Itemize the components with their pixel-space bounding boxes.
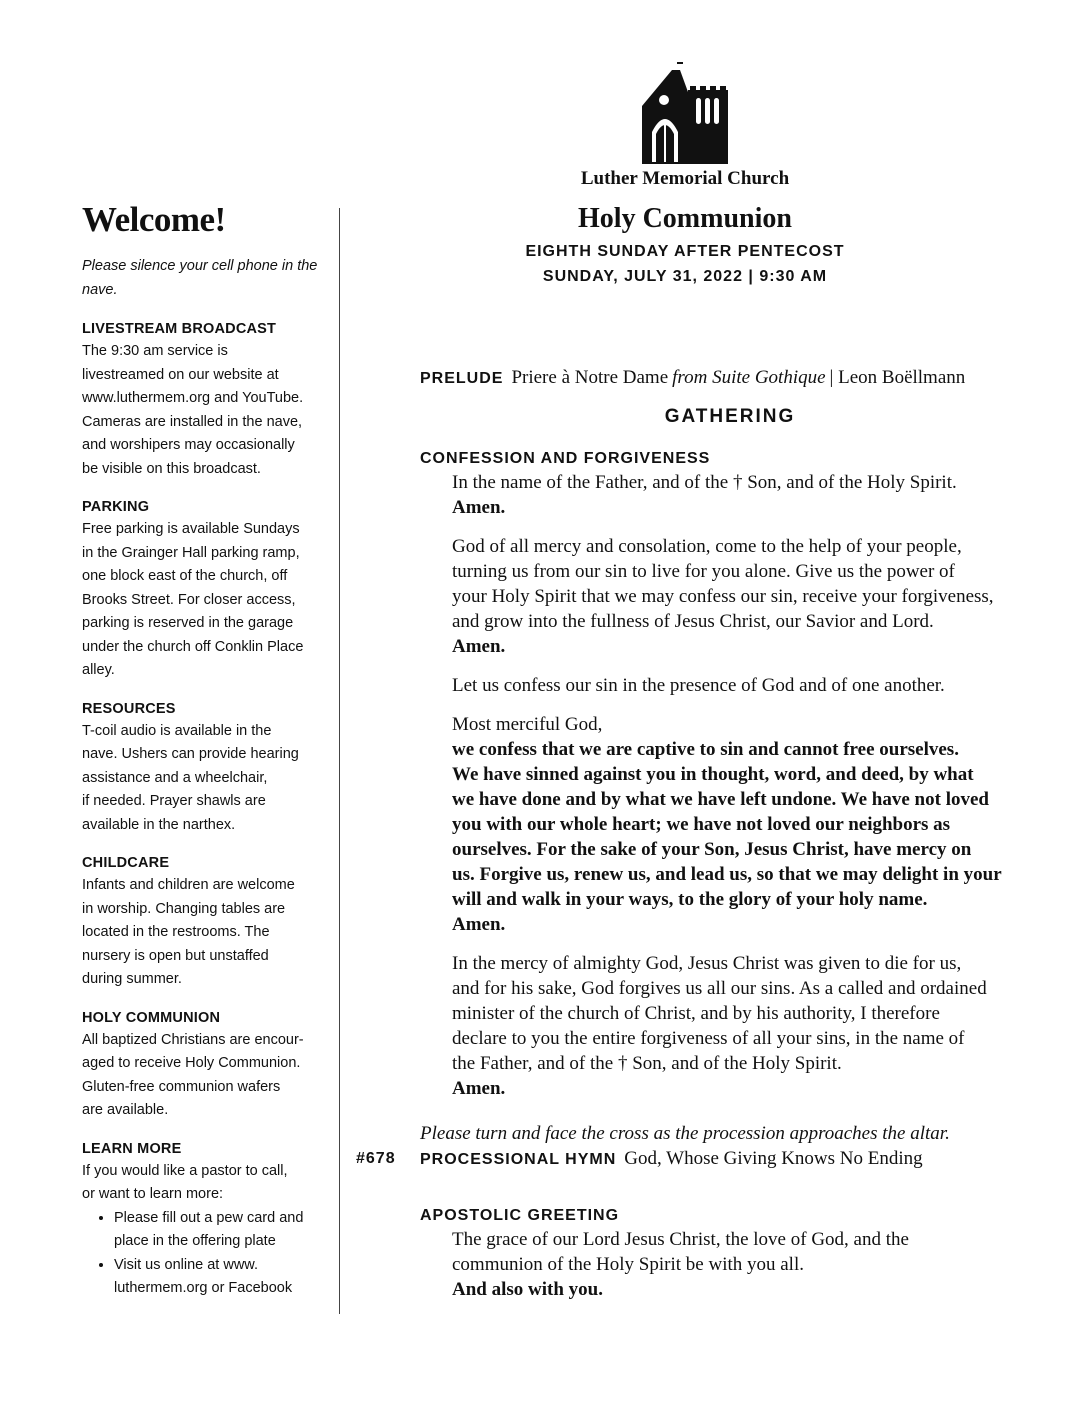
resources-section: [82, 698, 332, 838]
section-heading: HOLY COMMUNION: [82, 1009, 221, 1026]
greeting-heading: APOSTOLIC GREETING: [420, 1207, 620, 1224]
confession-text: [452, 470, 1040, 1101]
section-heading: PARKING: [82, 499, 150, 515]
greeting-body: The grace of our Lord Jesus Christ, the love of God, and the communion of the Holy Spirit be with you all.: [452, 1229, 909, 1275]
church-building-icon: [638, 62, 730, 164]
congregation-response: Amen.: [452, 1078, 506, 1099]
section-body: The 9:30 am service is livestreamed on our website at www.luthermem.org and YouTube. Cameras are installed in the nave, and worshipers may occasionally be visible on this broadcast.: [82, 343, 304, 477]
welcome-sidebar: [82, 200, 332, 1316]
confession-heading: CONFESSION AND FORGIVENESS: [420, 450, 711, 467]
congregation-response: Amen.: [452, 636, 506, 657]
invocation-text: In the name of the Father, and of the † Son, and of the Holy Spirit.: [452, 472, 957, 493]
greeting-text: [452, 1227, 1040, 1302]
section-body: If you would like a pastor to call, or want to learn more:: [82, 1162, 288, 1202]
silence-note: Please silence your cell phone in the nave.: [82, 258, 318, 298]
hymn-label: PROCESSIONAL HYMN: [420, 1151, 617, 1168]
service-title: Holy Communion: [578, 203, 792, 234]
prayer-intro: Most merciful God,: [452, 714, 603, 735]
absolution-text: In the mercy of almighty God, Jesus Christ was given to die for us, and for his sake, God forgives us all our sins. As a called and ordained minister of the church of Christ, and by his authority, I therefore declare to you the entire forgiveness of all your sins, in the name of the Father, and of the † Son, and of the Holy Spirit.: [452, 953, 987, 1074]
learn-more-list: [82, 1207, 332, 1301]
column-divider: [339, 208, 340, 1314]
prayer-of-preparation: [452, 534, 1040, 659]
childcare-section: [82, 852, 332, 992]
list-item: • Please fill out a pew card and place in the offering plate: [114, 1207, 332, 1254]
learn-more-section: [82, 1138, 332, 1301]
prelude-composer: | Leon Boëllmann: [829, 367, 966, 388]
invocation: [452, 470, 1040, 520]
service-date: SUNDAY, JULY 31, 2022 | 9:30 AM: [542, 268, 828, 285]
confession-prayer: [452, 712, 1040, 937]
invitation-to-confession: Let us confess our sin in the presence of God and of one another.: [452, 675, 945, 696]
parking-section: [82, 496, 332, 683]
congregation-response: Amen.: [452, 497, 506, 518]
section-body: All baptized Christians are encour- aged to receive Holy Communion. Gluten-free communion wafers are available.: [82, 1031, 304, 1118]
church-name: Luther Memorial Church: [580, 168, 790, 189]
prayer-text: God of all mercy and consolation, come to the help of your people, turning us from our sin to live for you alone. Give us the power of your Holy Spirit that we may confess our sin, receive your forgiveness, and grow into the fullness of Jesus Christ, our Savior and Lord.: [452, 536, 994, 632]
service-occasion: EIGHTH SUNDAY AFTER PENTECOST: [525, 243, 845, 260]
liturgy-order: [356, 365, 1040, 1316]
prelude-line: [420, 365, 1040, 392]
procession-rubric: Please turn and face the cross as the procession approaches the altar.: [420, 1123, 950, 1144]
absolution: [452, 951, 1040, 1101]
section-heading: CHILDCARE: [82, 855, 170, 871]
section-heading: LIVESTREAM BROADCAST: [82, 321, 277, 337]
list-item: • Visit us online at www. luthermem.org or Facebook: [114, 1254, 332, 1301]
prelude-label: PRELUDE: [420, 370, 504, 387]
congregation-response: And also with you.: [452, 1279, 603, 1300]
section-heading: LEARN MORE: [82, 1140, 182, 1157]
hymn-number: #678: [356, 1150, 396, 1167]
greeting: [452, 1227, 1040, 1302]
section-body: Infants and children are welcome in worship. Changing tables are located in the restrooms. The nursery is open but unstaffed during summer.: [82, 877, 295, 987]
prelude-title: Priere à Notre Dame: [511, 367, 669, 388]
section-heading: RESOURCES: [82, 700, 176, 717]
section-body: T-coil audio is available in the nave. Ushers can provide hearing assistance and a wheelchair, if needed. Prayer shawls are available in the narthex.: [82, 722, 299, 833]
processional-hymn: [356, 1146, 1040, 1173]
gathering-heading: GATHERING: [664, 406, 796, 427]
livestream-section: [82, 318, 332, 481]
prelude-source: from Suite Gothique: [672, 367, 826, 388]
welcome-heading: Welcome!: [82, 200, 226, 239]
section-body: Free parking is available Sundays in the Grainger Hall parking ramp, one block east of the church, off Brooks Street. For closer access, parking is reserved in the garage under the church off Conklin Place alley.: [82, 521, 304, 678]
hymn-title: God, Whose Giving Knows No Ending: [624, 1148, 923, 1169]
congregation-confession: we confess that we are captive to sin and cannot free ourselves. We have sinned against you in thought, word, and deed, by what we have done and by what we have left undone. We have not loved you with our whole heart; we have not loved our neighbors as ourselves. For the sake of your Son, Jesus Christ, have mercy on us. Forgive us, renew us, and lead us, so that we may delight in your will and walk in your ways, to the glory of your holy name. Amen.: [452, 739, 1002, 935]
holy-communion-section: [82, 1007, 332, 1123]
